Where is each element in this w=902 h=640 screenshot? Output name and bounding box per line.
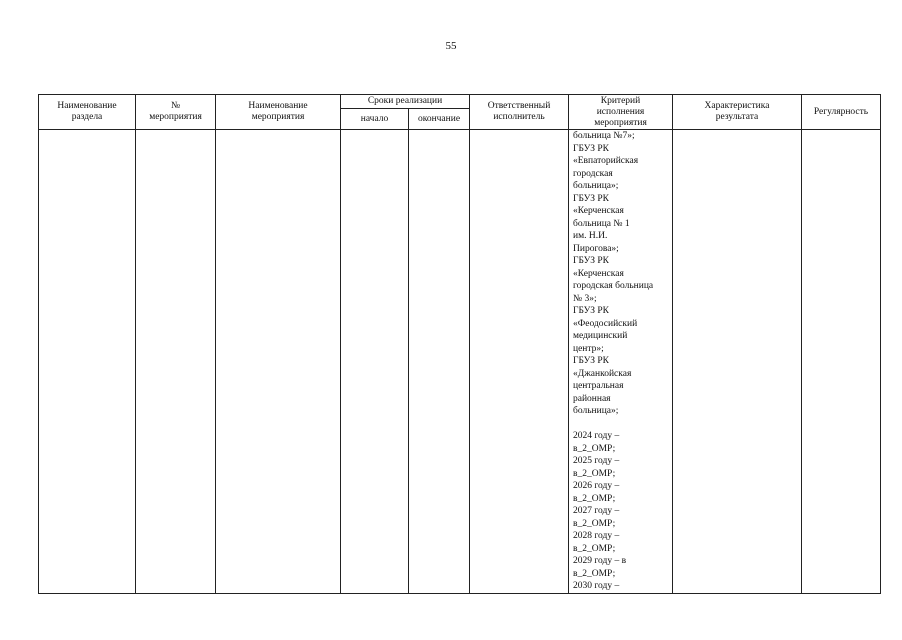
criterion-line: больница № 1: [573, 218, 630, 229]
criterion-line: 2029 году – в: [573, 556, 627, 566]
header-terms-end: окончание: [409, 109, 470, 130]
criterion-line: больница»;: [573, 406, 619, 416]
cell-regularity: [802, 130, 881, 594]
criterion-line: центр»;: [573, 343, 604, 354]
criterion-line: 2026 году –: [573, 481, 620, 491]
criterion-line: 2028 году –: [573, 531, 620, 541]
page-number: 55: [445, 40, 457, 52]
header-terms-start: начало: [341, 109, 409, 130]
cell-result: [673, 130, 802, 594]
header-event-number: № мероприятия: [136, 95, 216, 130]
criterion-line: «Феодосийский: [573, 318, 638, 329]
header-event-name: Наименование мероприятия: [216, 95, 341, 130]
criterion-line: «Евпаторийская: [573, 156, 639, 166]
header-regularity: Регулярность: [802, 95, 881, 130]
criterion-line: 2025 году –: [573, 456, 620, 466]
criterion-text: [569, 130, 672, 593]
criterion-line: больница №7»;: [573, 131, 635, 141]
header-criterion: Критерий исполнения мероприятия: [569, 95, 673, 130]
criterion-line: городская: [573, 168, 613, 179]
criterion-line: в_2_ОМР;: [573, 443, 616, 454]
criterion-line: городская больница: [573, 281, 654, 291]
criterion-line: 2030 году –: [573, 581, 620, 591]
header-result: Характеристика результата: [673, 95, 802, 130]
criterion-line: центральная: [573, 381, 624, 391]
cell-event-name: [216, 130, 341, 594]
cell-event-number: [136, 130, 216, 594]
criterion-line: в_2_ОМР;: [573, 568, 616, 579]
criterion-line: 2024 году –: [573, 431, 620, 441]
criterion-line: районная: [573, 393, 611, 404]
criterion-line: в_2_ОМР;: [573, 518, 616, 529]
criterion-line: медицинский: [573, 331, 628, 341]
header-terms: Сроки реализации: [341, 95, 470, 109]
criterion-line: № 3»;: [573, 293, 597, 304]
cell-responsible: [470, 130, 569, 594]
header-responsible: Ответственный исполнитель: [470, 95, 569, 130]
criterion-line: в_2_ОМР;: [573, 543, 616, 554]
criterion-line: ГБУЗ РК: [573, 306, 609, 316]
criterion-line: ГБУЗ РК: [573, 143, 609, 154]
cell-terms-start: [341, 130, 409, 594]
criterion-line: «Керченская: [573, 206, 624, 216]
criterion-line: [573, 418, 668, 431]
criterion-line: им. Н.И.: [573, 231, 608, 241]
activities-table: [38, 94, 881, 594]
criterion-line: в_2_ОМР;: [573, 493, 616, 504]
criterion-line: «Керченская: [573, 268, 624, 279]
criterion-line: больница»;: [573, 181, 619, 191]
criterion-line: в_2_ОМР;: [573, 468, 616, 479]
header-section-name: Наименование раздела: [39, 95, 136, 130]
criterion-line: 2027 году –: [573, 506, 620, 516]
cell-section-name: [39, 130, 136, 594]
cell-criterion: [569, 130, 673, 594]
criterion-line: «Джанкойская: [573, 368, 632, 379]
cell-terms-end: [409, 130, 470, 594]
criterion-line: ГБУЗ РК: [573, 193, 609, 204]
criterion-line: ГБУЗ РК: [573, 356, 609, 366]
criterion-line: ГБУЗ РК: [573, 256, 609, 266]
criterion-line: Пирогова»;: [573, 243, 619, 254]
